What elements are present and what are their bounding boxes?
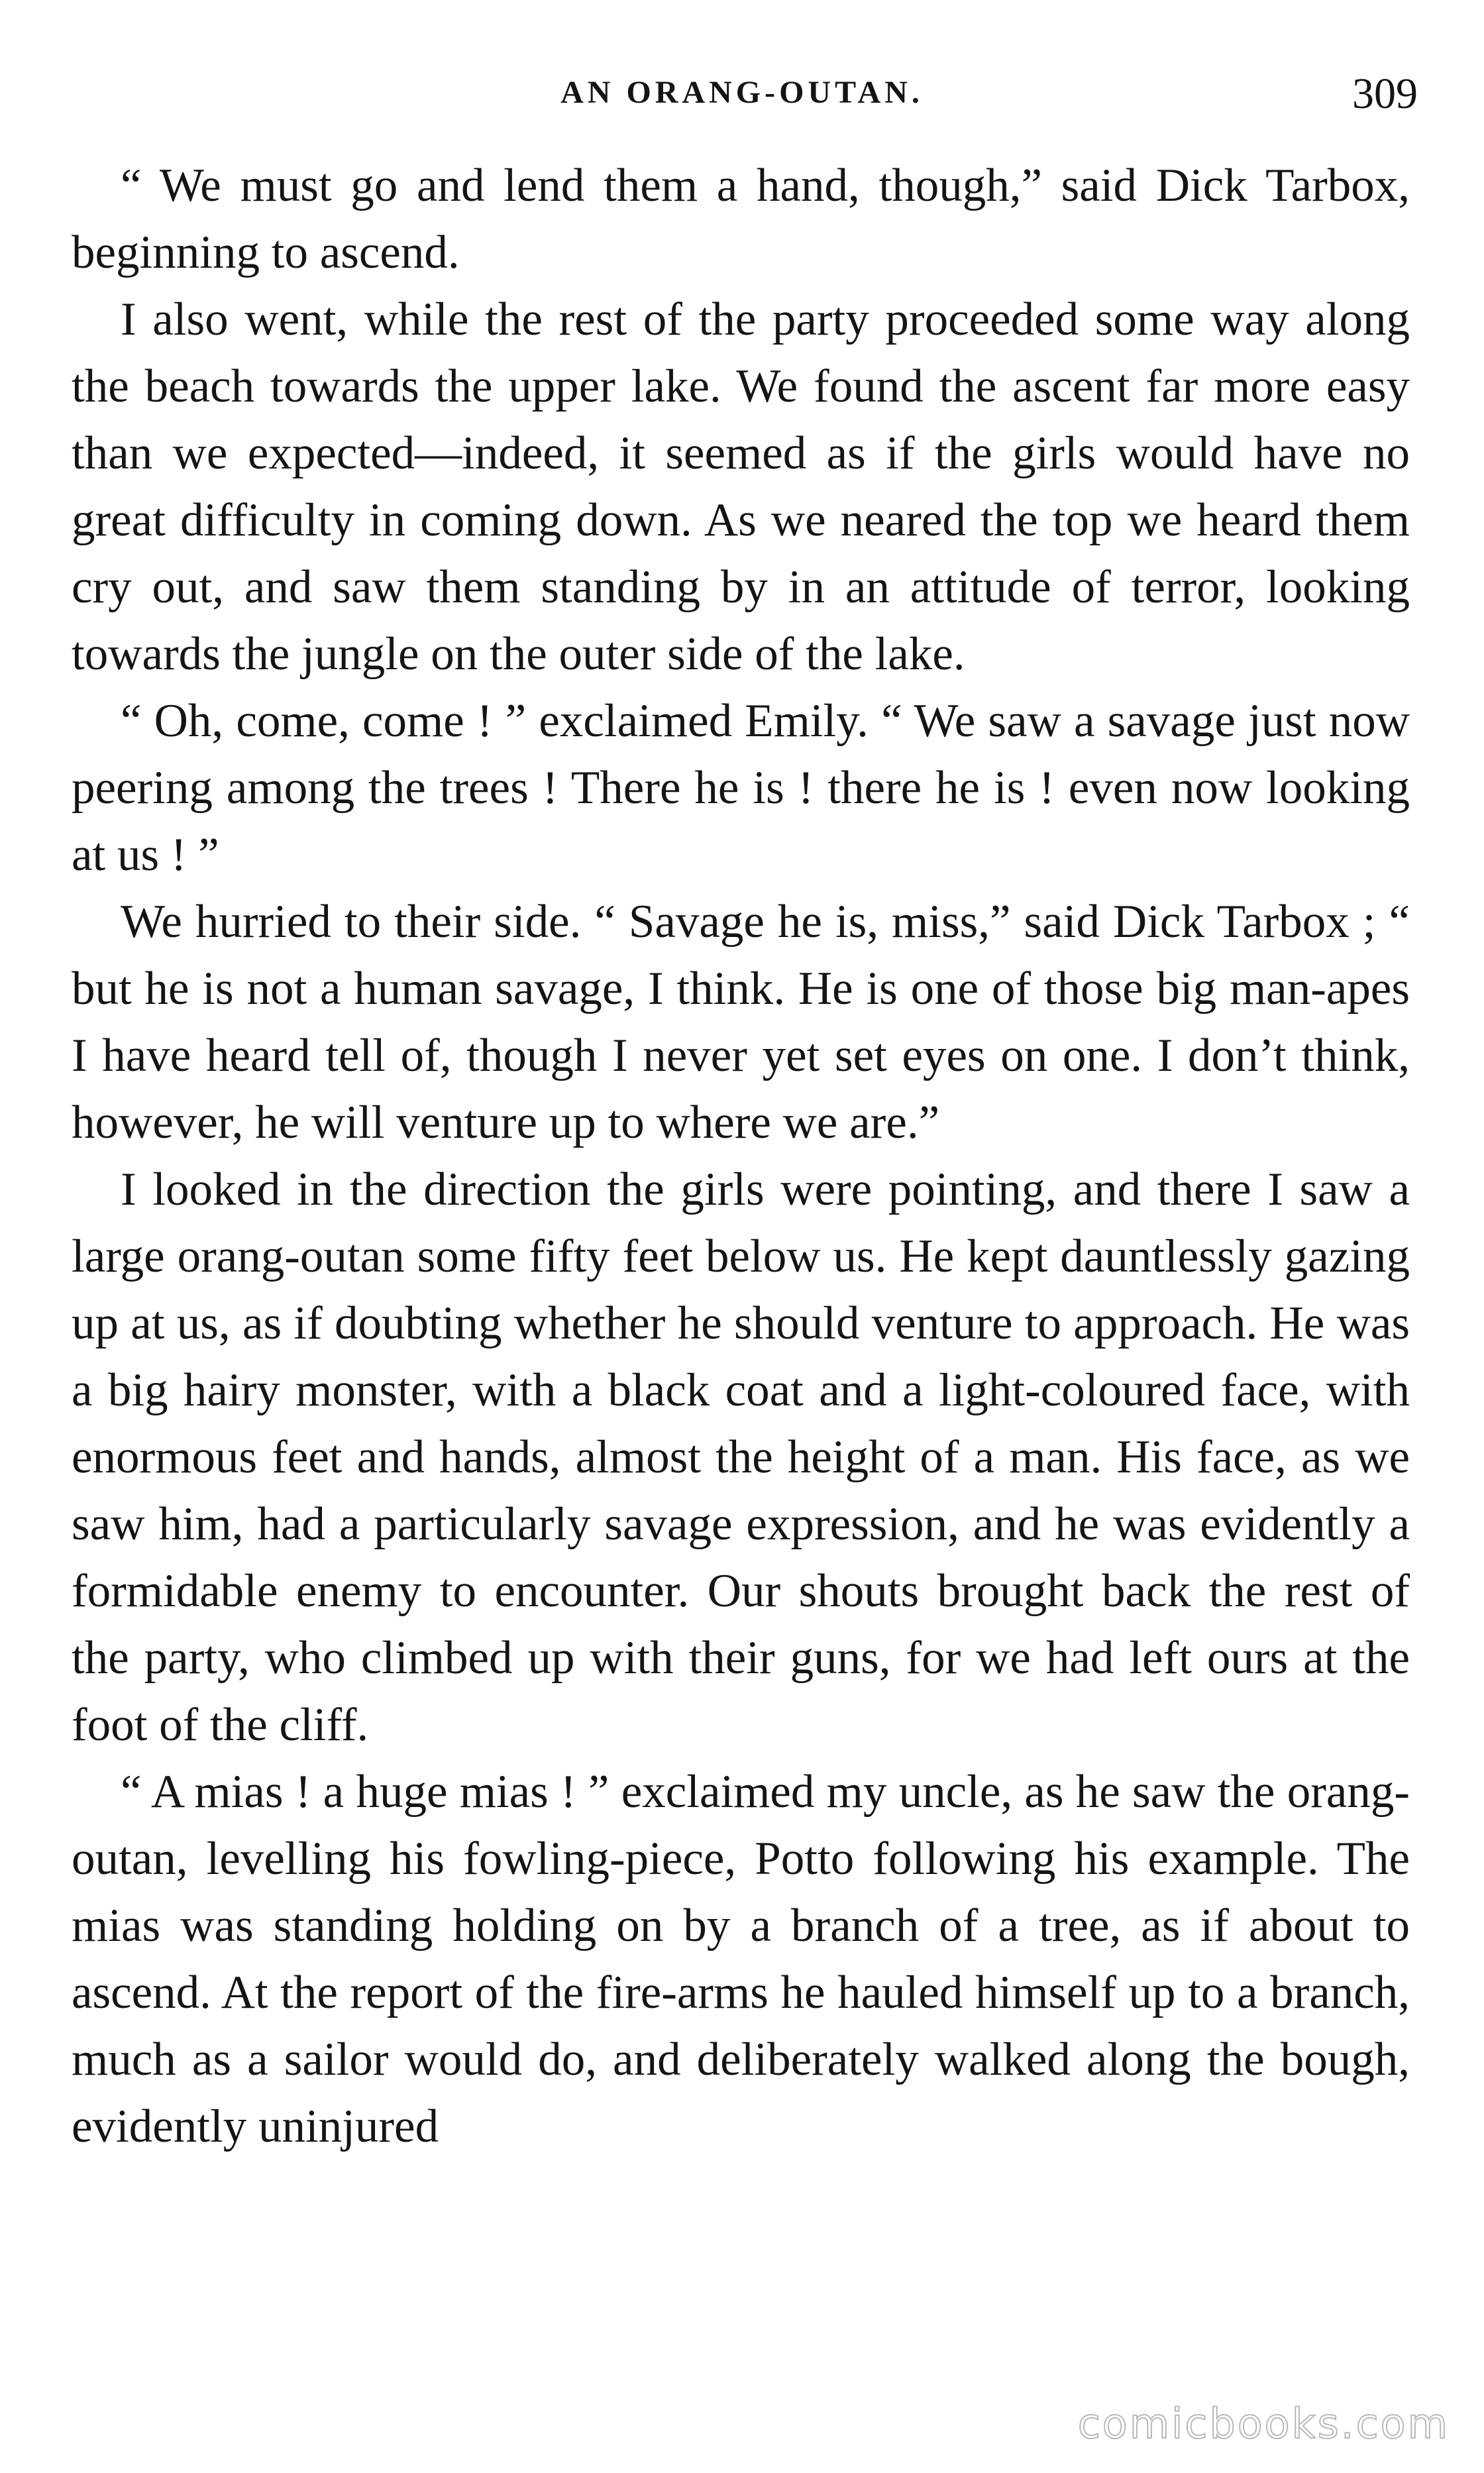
running-title: AN ORANG-OUTAN. bbox=[560, 75, 924, 110]
page-number: 309 bbox=[1352, 70, 1418, 118]
watermark: comicbooks.com bbox=[1077, 2399, 1450, 2448]
body-text bbox=[72, 152, 1410, 2160]
paragraph: “ We must go and lend them a hand, though,” said Dick Tarbox, beginning to ascend. bbox=[72, 160, 1410, 278]
paragraph: “ Oh, come, come ! ” exclaimed Emily. “ We saw a savage just now peering among the trees ! There he is ! there he is ! even now looking at us ! ” bbox=[72, 695, 1410, 881]
paragraph: “ A mias ! a huge mias ! ” exclaimed my uncle, as he saw the orang-outan, levelling his fowling-piece, Potto following his example. The mias was standing holding on by a branch of a tree, as if about to ascend. At the report of the fire-arms he hauled himself up to a branch, much as a sailor would do, and deliberately walked along the bough, evidently uninjured bbox=[72, 1766, 1410, 2152]
paragraph: I looked in the direction the girls were pointing, and there I saw a large orang-outan some fifty feet below us. He kept dauntlessly gazing up at us, as if doubting whether he should venture to approach. He was a big hairy monster, with a black coat and a light-coloured face, with enormous feet and hands, almost the height of a man. His face, as we saw him, had a particularly savage expression, and he was evidently a formidable enemy to encounter. Our shouts brought back the rest of the party, who climbed up with their guns, for we had left ours at the foot of the cliff. bbox=[72, 1164, 1410, 1751]
paragraph: We hurried to their side. “ Savage he is, miss,” said Dick Tarbox ; “ but he is not a human savage, I think. He is one of those big man-apes I have heard tell of, though I never yet set eyes on one. I don’t think, however, he will venture up to where we are.” bbox=[72, 896, 1410, 1148]
paragraph: I also went, while the rest of the party proceeded some way along the beach towards the upper lake. We found the ascent far more easy than we expected—indeed, it seemed as if the girls would have no great difficulty in coming down. As we neared the top we heard them cry out, and saw them standing by in an attitude of terror, looking towards the jungle on the outer side of the lake. bbox=[72, 294, 1410, 680]
running-head bbox=[0, 69, 1484, 122]
